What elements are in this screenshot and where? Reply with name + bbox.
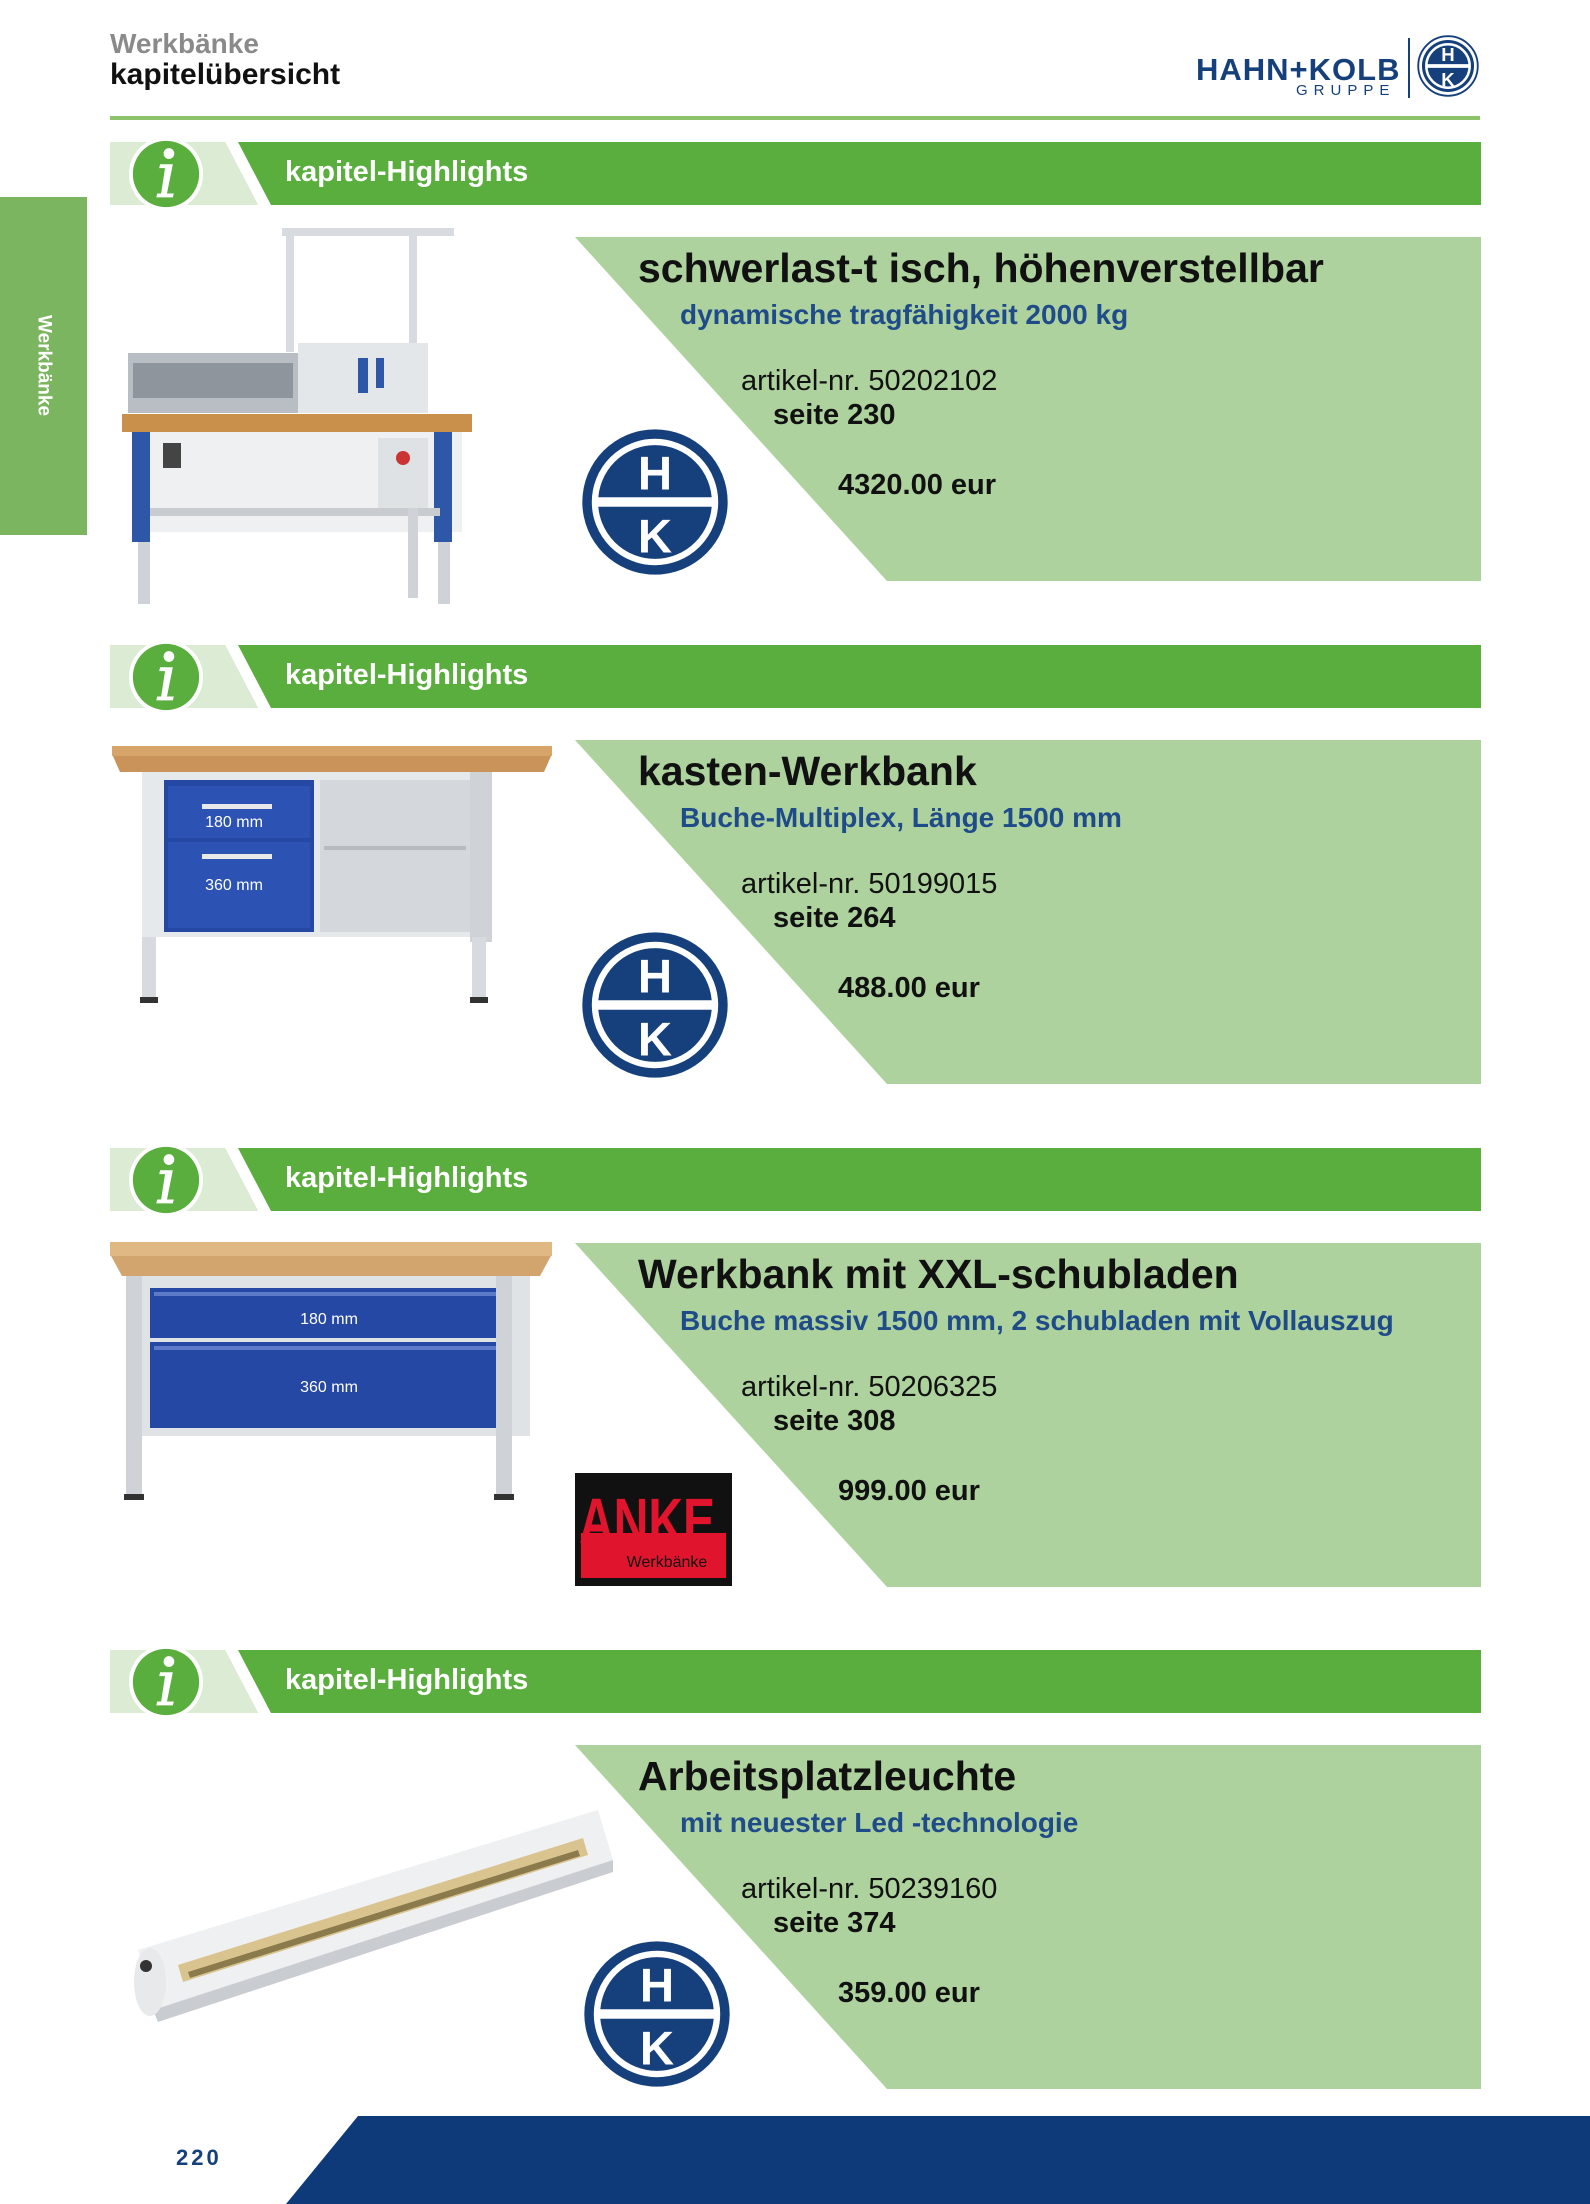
brand-logo-divider [1408,38,1410,98]
product-subtitle: mit neuester Led -technologie [680,1807,1079,1838]
hk-logo-letter-h: H [637,447,673,501]
info-icon [127,1643,205,1721]
hk-logo-letter-k: K [637,1013,673,1067]
anke-logo-subtext: Werkbänke [626,1554,708,1571]
product-price: 999.00 eur [838,1475,980,1507]
brand-logo-subtext: GRUPPE [1296,82,1396,99]
band-label: kapitel-Highlights [285,156,529,188]
hk-brand-logo [576,423,734,581]
product-price: 359.00 eur [838,1977,980,2009]
highlight-band [110,1148,1481,1211]
article-number: artikel-nr. 50199015 [741,868,998,900]
info-icon [127,135,205,213]
hk-brand-logo [576,926,734,1084]
side-chapter-label: Werkbänke [33,315,55,417]
drawer-size-label: 360 mm [205,877,263,894]
article-number: artikel-nr. 50206325 [741,1371,998,1403]
highlight-band [110,142,1481,205]
brand-hk-letter-h: H [1441,44,1455,66]
product-title: Werkbank mit XXL-schubladen [638,1251,1239,1297]
product-title: schwerlast-t isch, höhenverstellbar [638,245,1324,291]
product-image-led-workplace-light [128,1800,618,2030]
product-image-xxl-drawer-workbench [110,1240,552,1508]
footer-bar [0,2116,1590,2204]
brand-logo-text: HAHN+KOLB [1196,52,1401,87]
article-number: artikel-nr. 50202102 [741,365,998,397]
hk-logo-letter-h: H [639,1959,675,2013]
product-price: 488.00 eur [838,972,980,1004]
anke-logo-text: ANKE [579,1485,715,1557]
highlight-band [110,1650,1481,1713]
hk-logo-letter-k: K [639,2022,675,2076]
catalog-page-ref: seite 264 [773,902,896,934]
drawer-size-label: 180 mm [205,814,263,831]
info-icon [127,1141,205,1219]
catalog-page-ref: seite 230 [773,399,896,431]
band-label: kapitel-Highlights [285,659,529,691]
drawer-size-label: 180 mm [300,1311,358,1328]
catalog-page-ref: seite 374 [773,1907,896,1939]
product-title: Arbeitsplatzleuchte [638,1753,1017,1799]
article-number: artikel-nr. 50239160 [741,1873,998,1905]
product-image-heavy-duty-table [118,218,474,610]
highlight-band [110,645,1481,708]
product-subtitle: Buche-Multiplex, Länge 1500 mm [680,802,1122,833]
info-icon [127,638,205,716]
drawer-size-label: 360 mm [300,1379,358,1396]
header-rule [110,116,1480,120]
product-title: kasten-Werkbank [638,748,977,794]
product-subtitle: Buche massiv 1500 mm, 2 schubladen mit Vollauszug [680,1305,1394,1336]
brand-hk-emblem [1417,35,1479,97]
product-price: 4320.00 eur [838,469,997,501]
chapter-subtitle: kapitelübersicht [110,58,341,91]
product-subtitle: dynamische tragfähigkeit 2000 kg [680,299,1129,330]
chapter-category: Werkbänke [110,28,259,59]
band-label: kapitel-Highlights [285,1664,529,1696]
side-chapter-label-wrap [0,197,87,535]
brand-hk-letter-k: K [1441,68,1455,90]
hk-logo-letter-k: K [637,510,673,564]
catalog-page-ref: seite 308 [773,1405,896,1437]
hk-logo-letter-h: H [637,950,673,1004]
band-label: kapitel-Highlights [285,1162,529,1194]
anke-brand-logo [575,1473,732,1586]
page-number: 220 [176,2145,222,2170]
product-image-box-workbench [112,742,552,1010]
